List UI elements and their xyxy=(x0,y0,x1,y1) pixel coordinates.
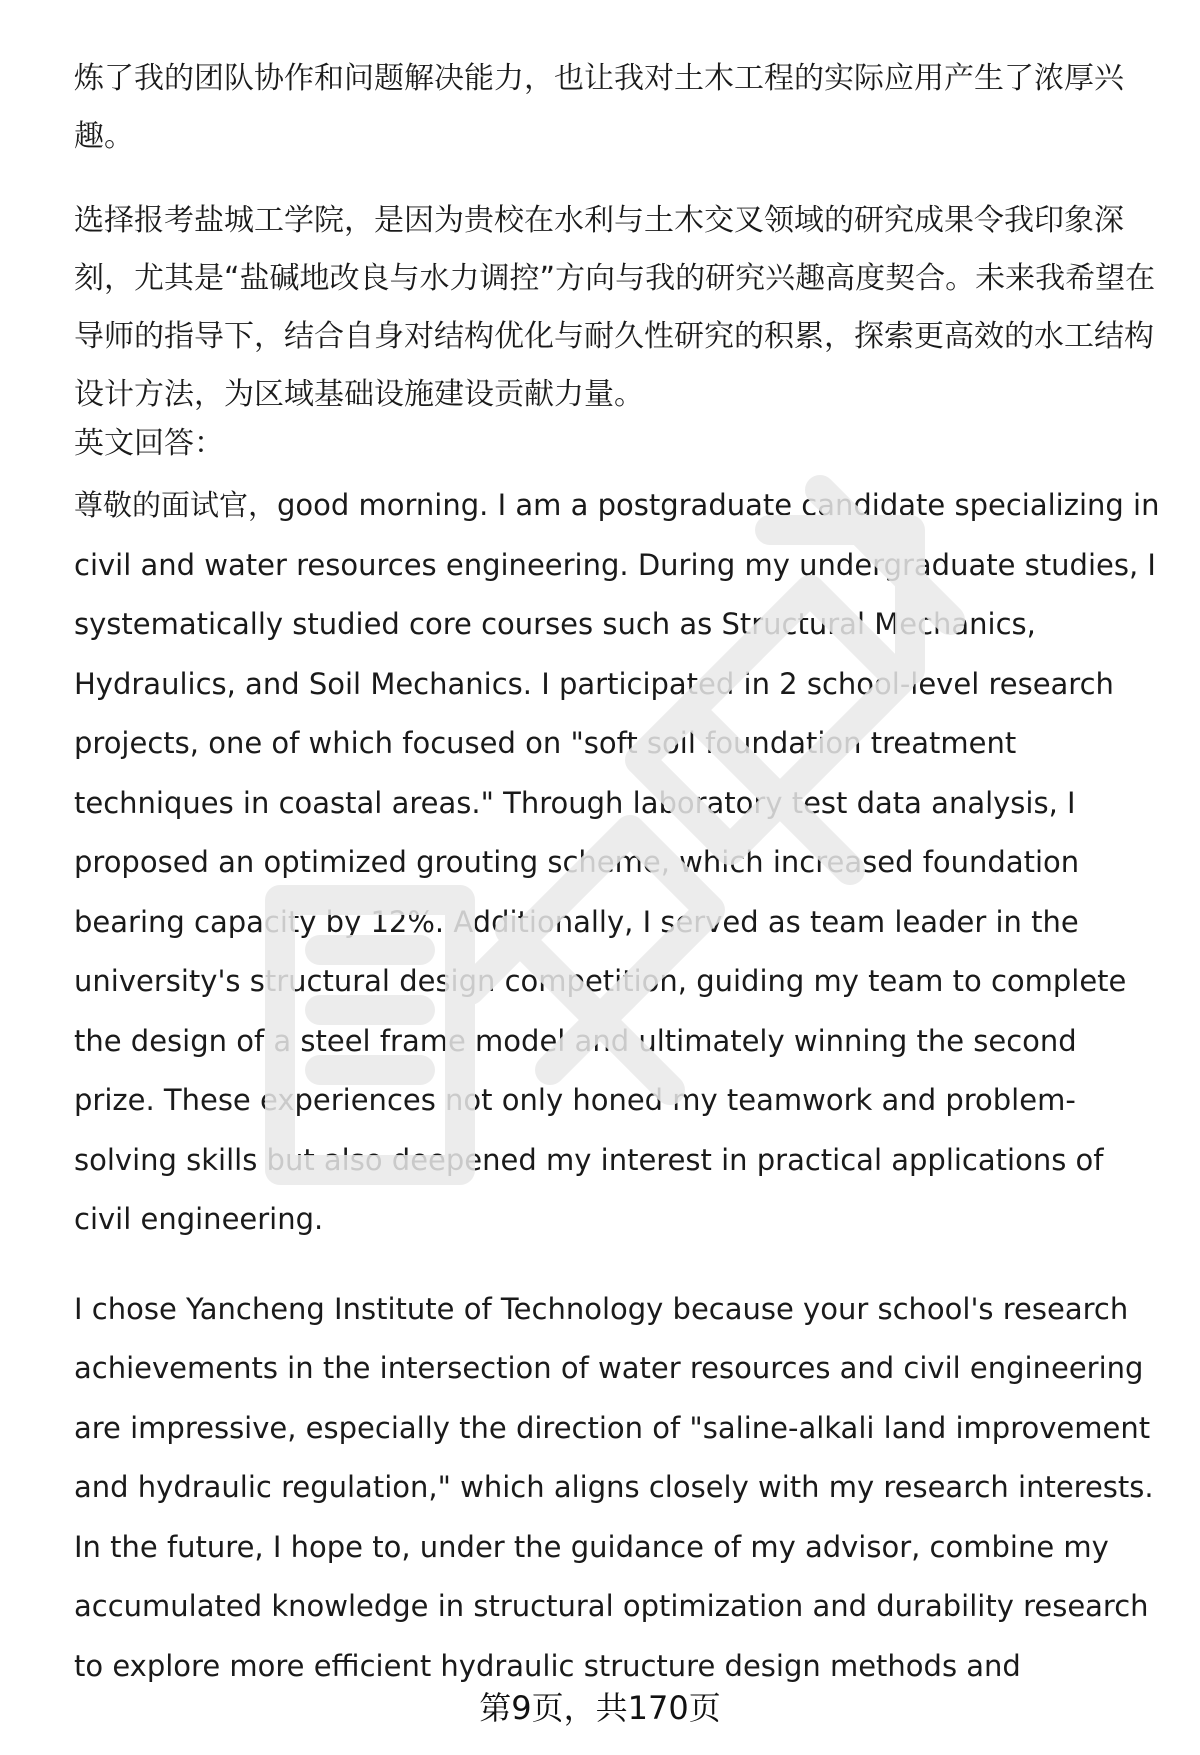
chinese-paragraph-continuation: 炼了我的团队协作和问题解决能力，也让我对土木工程的实际应用产生了浓厚兴趣。 xyxy=(74,61,1124,154)
english-paragraph-reason: I chose Yancheng Institute of Technology because your school's research achievements in the intersection of water resources and civil engineering are impressive, especially the direction of "saline-alkali land improvement and hydraulic regulation," which aligns closely with my research interests. In the future, I hope to, under the guidance of my advisor, combine my accumulated knowledge in structural optimization and durability research to explore more efficient hydraulic structure design methods and xyxy=(74,1291,1154,1683)
english-paragraph-intro: 尊敬的面试官，good morning. I am a postgraduate candidate specializing in civil and water resources engineering. During my undergraduate studies, I systematically studied core courses such as Structural Mechanics, Hydraulics, and Soil Mechanics. I participated in 2 school-level research projects, one of which focused on "soft soil foundation treatment techniques in coastal areas." Through laboratory test data analysis, I proposed an optimized grouting scheme, which increased foundation bearing capacity by 12%. Additionally, I served as team leader in the university's structural design competition, guiding my team to complete the design of a steel frame model and ultimately winning the second prize. These experiences not only honed my teamwork and problem-solving skills but also deepened my interest in practical applications of civil engineering. xyxy=(74,488,1160,1236)
chinese-paragraph-reason: 选择报考盐城工学院，是因为贵校在水利与土木交叉领域的研究成果令我印象深刻，尤其是“盐碱地改良与水力调控”方向与我的研究兴趣高度契合。未来我希望在导师的指导下，结合自身对结构优化与耐久性研究的积累，探索更高效的水工结构设计方法，为区域基础设施建设贡献力量。 xyxy=(74,203,1156,412)
english-answer-label: 英文回答： xyxy=(74,426,224,461)
page-number-footer: 第9页，共170页 xyxy=(479,1689,721,1727)
document-page xyxy=(74,50,1164,1696)
